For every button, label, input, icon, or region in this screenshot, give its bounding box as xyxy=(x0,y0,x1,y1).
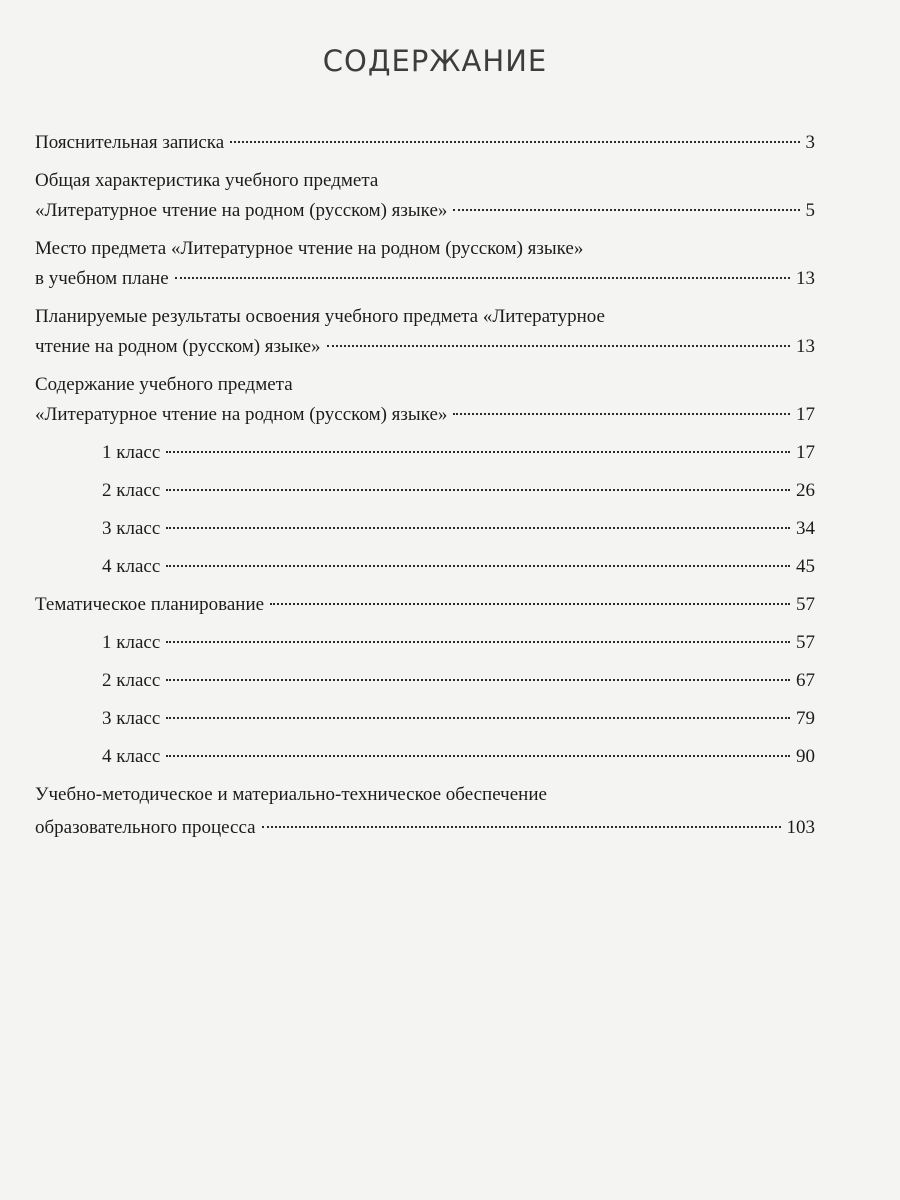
toc-entry-title: 2 класс xyxy=(102,480,161,501)
toc-entry-title-continued: чтение на родном (русском) языке» xyxy=(35,336,321,357)
toc-page-number: 34 xyxy=(796,518,815,539)
dot-leader xyxy=(166,451,790,453)
toc-entry-title-continued: «Литературное чтение на родном (русском) языке» xyxy=(35,404,448,425)
toc-page-number: 57 xyxy=(796,632,815,653)
toc-subentry-planning-grade-2 xyxy=(35,666,815,696)
dot-leader xyxy=(166,641,790,643)
toc-entry-title: 3 класс xyxy=(102,518,161,539)
page-title: СОДЕРЖАНИЕ xyxy=(322,44,548,78)
toc-page-number: 17 xyxy=(796,442,815,463)
toc-page-number: 3 xyxy=(805,132,815,153)
dot-leader xyxy=(166,565,790,567)
toc-page-number: 13 xyxy=(796,336,815,357)
toc-subentry-planning-grade-3 xyxy=(35,704,815,734)
toc-entry-explanatory-note xyxy=(35,128,815,158)
toc-page-number: 57 xyxy=(796,594,815,615)
dot-leader xyxy=(166,717,790,719)
toc-entry-title: Тематическое планирование xyxy=(35,594,265,615)
toc-subentry-planning-grade-4 xyxy=(35,742,815,772)
toc-entry-title: Планируемые результаты освоения учебного предмета «Литературное xyxy=(35,306,605,327)
dot-leader xyxy=(327,345,790,347)
toc-page-number: 90 xyxy=(796,746,815,767)
toc-entry-title: Содержание учебного предмета xyxy=(35,374,293,395)
dot-leader xyxy=(453,413,790,415)
toc-subentry-content-grade-4 xyxy=(35,552,815,582)
toc-entry-general-characteristics xyxy=(35,166,815,226)
dot-leader xyxy=(166,679,790,681)
dot-leader xyxy=(262,826,781,828)
toc-entry-planned-results xyxy=(35,302,815,362)
table-of-contents xyxy=(35,128,815,854)
toc-page-number: 26 xyxy=(796,480,815,501)
toc-page-number: 17 xyxy=(796,404,815,425)
toc-entry-thematic-planning xyxy=(35,590,815,620)
toc-page-number: 79 xyxy=(796,708,815,729)
toc-page-number: 67 xyxy=(796,670,815,691)
toc-subentry-content-grade-1 xyxy=(35,438,815,468)
toc-page-number: 45 xyxy=(796,556,815,577)
toc-entry-title: Пояснительная записка xyxy=(35,132,225,153)
dot-leader xyxy=(230,141,799,143)
toc-entry-title: 3 класс xyxy=(102,708,161,729)
toc-entry-title: 1 класс xyxy=(102,632,161,653)
toc-subentry-content-grade-2 xyxy=(35,476,815,506)
toc-entry-title: 4 класс xyxy=(102,556,161,577)
toc-page-number: 13 xyxy=(796,268,815,289)
toc-entry-subject-content xyxy=(35,370,815,430)
toc-entry-title-continued: «Литературное чтение на родном (русском) языке» xyxy=(35,200,448,221)
toc-entry-title-continued: образовательного процесса xyxy=(35,817,256,838)
toc-page-number: 103 xyxy=(786,817,815,838)
dot-leader xyxy=(166,527,790,529)
toc-page-number: 5 xyxy=(805,200,815,221)
toc-entry-title: 1 класс xyxy=(102,442,161,463)
toc-entry-title-continued: в учебном плане xyxy=(35,268,169,289)
dot-leader xyxy=(166,489,790,491)
toc-entry-methodological-support xyxy=(35,780,815,846)
toc-entry-title: Общая характеристика учебного предмета xyxy=(35,170,379,191)
dot-leader xyxy=(453,209,799,211)
dot-leader xyxy=(270,603,790,605)
toc-subentry-planning-grade-1 xyxy=(35,628,815,658)
toc-entry-title: 4 класс xyxy=(102,746,161,767)
toc-entry-title: 2 класс xyxy=(102,670,161,691)
toc-entry-place-in-curriculum xyxy=(35,234,815,294)
toc-entry-title: Место предмета «Литературное чтение на родном (русском) языке» xyxy=(35,238,584,259)
dot-leader xyxy=(175,277,790,279)
toc-entry-title: Учебно-методическое и материально-техническое обеспечение xyxy=(35,784,547,805)
toc-subentry-content-grade-3 xyxy=(35,514,815,544)
dot-leader xyxy=(166,755,790,757)
